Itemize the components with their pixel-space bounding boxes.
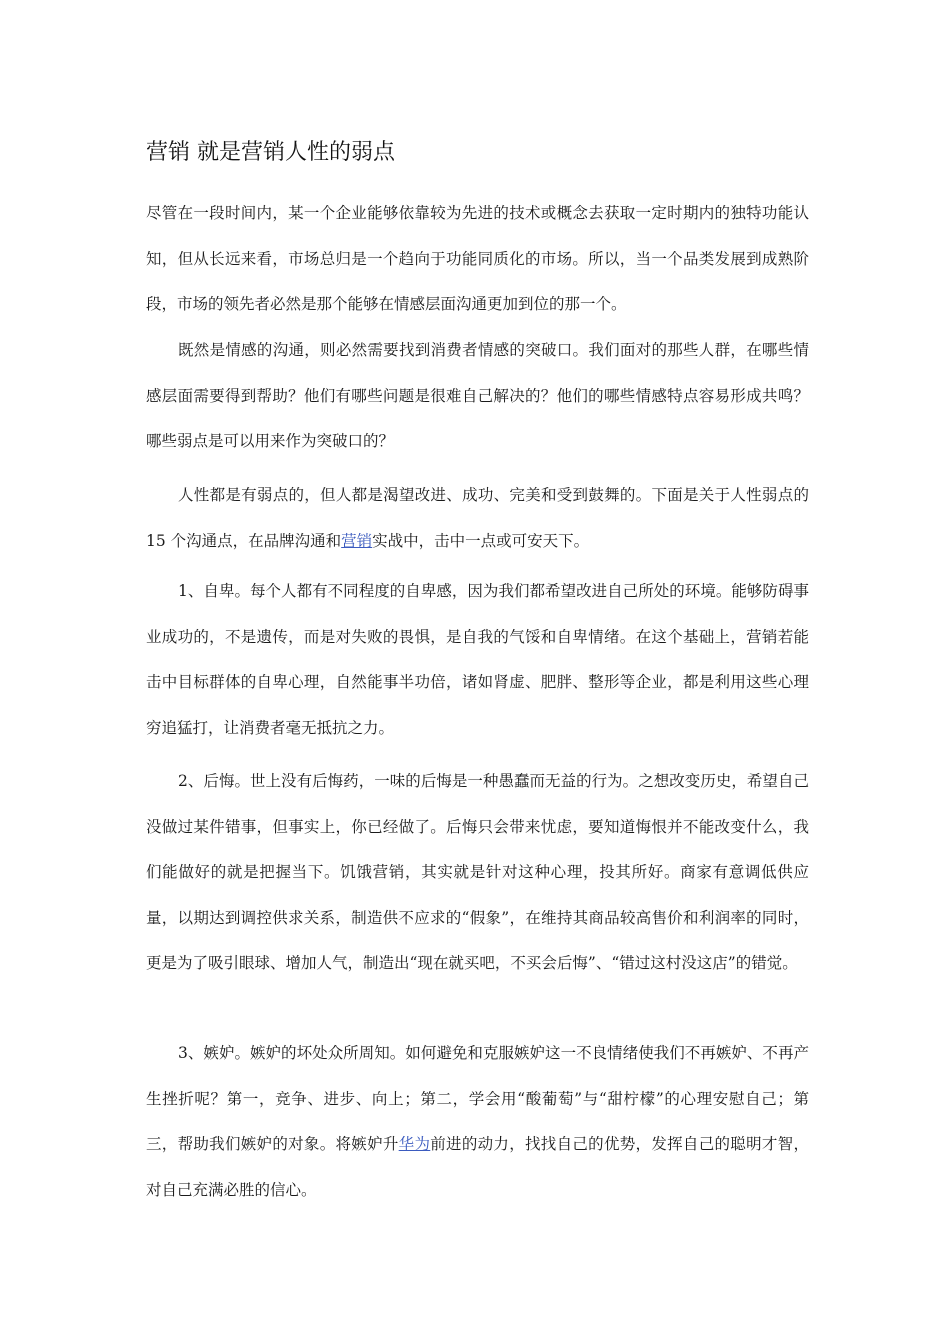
- paragraph-text: 人性都是有弱点的，但人都是渴望改进、成功、完美和受到鼓舞的。下面是关于人性弱点的 15 个沟通点，在品牌沟通和: [146, 486, 809, 550]
- paragraph-text: 实战中，击中一点或可安天下。: [372, 531, 590, 550]
- point-jealousy-paragraph: [146, 1031, 809, 1213]
- huawei-link[interactable]: 华为: [398, 1135, 431, 1153]
- intro-paragraph: 尽管在一段时间内，某一个企业能够依靠较为先进的技术或概念去获取一定时期内的独特功能认知，但从长远来看，市场总归是一个趋向于功能同质化的市场。所以，当一个品类发展到成熟阶段，市场的领先者必然是那个能够在情感层面沟通更加到位的那一个。: [146, 204, 809, 313]
- marketing-link[interactable]: 营销: [341, 531, 373, 550]
- point-inferiority-paragraph: 1、自卑。每个人都有不同程度的自卑感，因为我们都希望改进自己所处的环境。能够防碍事业成功的，不是遗传，而是对失败的畏惧，是自我的气馁和自卑情绪。在这个基础上，营销若能击中目标群体的自卑心理，自然能事半功倍，诸如肾虚、肥胖、整形等企业，都是利用这些心理穷追猛打，让消费者毫无抵抗之力。: [146, 582, 809, 737]
- paragraph-text: 前进的动力，找找自己的优势，发挥自己的聪明才智，对自己充满必胜的信心。: [146, 1135, 809, 1199]
- point-regret-paragraph: 2、后悔。世上没有后悔药，一味的后悔是一种愚蠢而无益的行为。之想改变历史，希望自己没做过某件错事，但事实上，你已经做了。后悔只会带来忧虑，要知道悔恨并不能改变什么，我们能做好的就是把握当下。饥饿营销，其实就是针对这种心理，投其所好。商家有意调低供应量，以期达到调控供求关系，制造供不应求的“假象”，在维持其商品较高售价和利润率的同时，更是为了吸引眼球、增加人气，制造出“现在就买吧，不买会后悔”、“错过这村没这店”的错觉。: [146, 772, 809, 972]
- human-weakness-paragraph: [146, 473, 809, 564]
- emotional-communication-paragraph: 既然是情感的沟通，则必然需要找到消费者情感的突破口。我们面对的那些人群，在哪些情感层面需要得到帮助？他们有哪些问题是很难自己解决的？他们的哪些情感特点容易形成共鸣？哪些弱点是可以用来作为突破口的？: [146, 341, 809, 450]
- document-title: 营销 就是营销人性的弱点: [146, 140, 395, 165]
- paragraph-text: 3、嫉妒。嫉妒的坏处众所周知。如何避免和克服嫉妒这一不良情绪使我们不再嫉妒、不再产生挫折呢？第一，竞争、进步、向上；第二，学会用“酸葡萄”与“甜柠檬”的心理安慰自己；第三，帮助我们嫉妒的对象。将嫉妒升: [146, 1044, 809, 1153]
